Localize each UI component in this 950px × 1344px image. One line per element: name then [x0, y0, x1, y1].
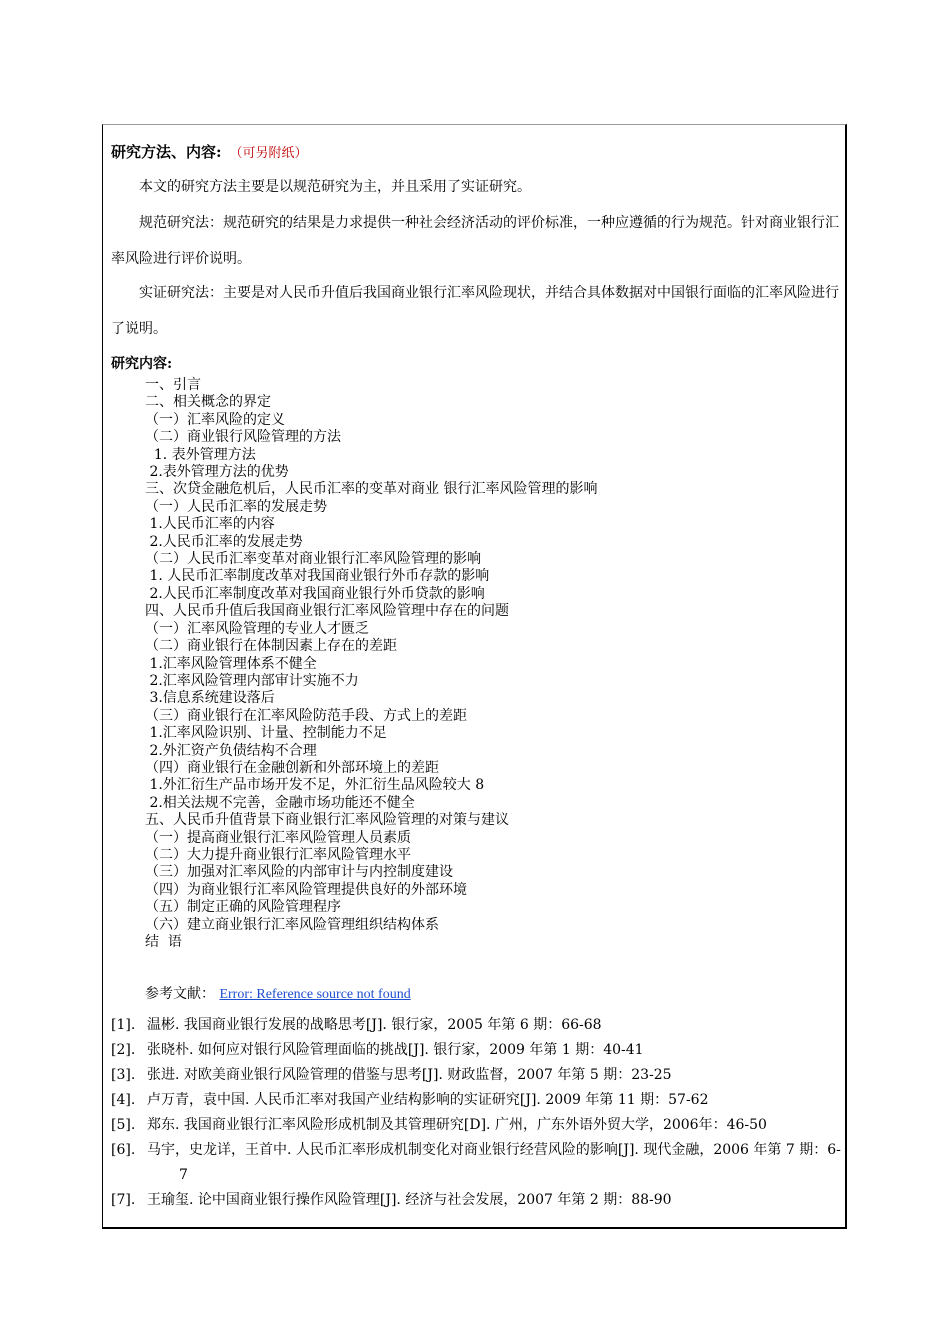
- section-heading: [111, 141, 308, 162]
- outline-item: 1.汇率风险管理体系不健全: [145, 655, 317, 672]
- outline-item: 2.相关法规不完善，金融市场功能还不健全: [145, 794, 415, 811]
- reference-text: 马宇，史龙详，王首中. 人民币汇率形成机制变化对商业银行经营风险的影响[J]. 现代金融，2006 年第 7 期：6-7: [147, 1142, 841, 1183]
- empirical-method-paragraph: 实证研究法：主要是对人民币升值后我国商业银行汇率风险现状，并结合具体数据对中国银行面临的汇率风险进行了说明。: [111, 285, 839, 337]
- reference-item: [111, 1013, 843, 1038]
- outline-item: （五）制定正确的风险管理程序: [145, 899, 341, 916]
- references-link[interactable]: Error: Reference source not found: [219, 987, 411, 1002]
- outline-item: （一）汇率风险管理的专业人才匮乏: [145, 620, 369, 637]
- outline-item: 2.汇率风险管理内部审计实施不力: [145, 672, 359, 689]
- outline-item: 二、相关概念的界定: [145, 394, 271, 411]
- reference-number: [2].: [111, 1042, 136, 1058]
- reference-list: [111, 1013, 843, 1213]
- outline-item: （三）加强对汇率风险的内部审计与内控制度建设: [145, 864, 453, 881]
- reference-text: 温彬. 我国商业银行发展的战略思考[J]. 银行家，2005 年第 6 期：66-68: [147, 1017, 602, 1033]
- outline-item: （四）为商业银行汇率风险管理提供良好的外部环境: [145, 881, 467, 898]
- outline-item: 3.信息系统建设落后: [145, 690, 275, 707]
- outline-item: （二）大力提升商业银行汇率风险管理水平: [145, 846, 411, 863]
- outline-item: 2.表外管理方法的优势: [145, 464, 289, 481]
- reference-item: [111, 1063, 843, 1088]
- content-outline: [145, 377, 597, 951]
- outline-item: （四）商业银行在金融创新和外部环境上的差距: [145, 759, 439, 776]
- outline-item: 结 语: [145, 934, 182, 950]
- reference-number: [1].: [111, 1017, 136, 1033]
- reference-number: [5].: [111, 1117, 136, 1133]
- reference-item: [111, 1138, 843, 1188]
- reference-item: [111, 1113, 843, 1138]
- reference-text: 王瑜玺. 论中国商业银行操作风险管理[J]. 经济与社会发展，2007 年第 2 期：88-90: [147, 1192, 672, 1208]
- reference-item: [111, 1038, 843, 1063]
- outline-item: 2.人民币汇率制度改革对我国商业银行外币贷款的影响: [145, 585, 485, 602]
- section-title: 研究方法、内容:: [111, 143, 222, 161]
- outline-item: 一、引言: [145, 377, 201, 393]
- outline-item: 五、人民币升值背景下商业银行汇率风险管理的对策与建议: [145, 812, 509, 829]
- reference-text: 张进. 对欧美商业银行风险管理的借鉴与思考[J]. 财政监督，2007 年第 5 期：23-25: [147, 1067, 672, 1083]
- references-heading: [145, 983, 411, 1003]
- reference-item: [111, 1188, 843, 1213]
- outline-item: 1.人民币汇率的内容: [145, 516, 275, 533]
- method-intro-paragraph: 本文的研究方法主要是以规范研究为主，并且采用了实证研究。: [139, 179, 531, 195]
- reference-item: [111, 1088, 843, 1113]
- outline-item: 2.人民币汇率的发展走势: [145, 533, 303, 550]
- outline-item: （一）提高商业银行汇率风险管理人员素质: [145, 829, 411, 846]
- content-heading: 研究内容:: [111, 356, 173, 372]
- reference-text: 卢万青，袁中国. 人民币汇率对我国产业结构影响的实证研究[J]. 2009 年第 11 期：57-62: [147, 1092, 709, 1108]
- outline-item: 1.汇率风险识别、计量、控制能力不足: [145, 725, 387, 742]
- reference-number: [3].: [111, 1067, 136, 1083]
- outline-item: 1. 表外管理方法: [145, 446, 256, 463]
- references-label: 参考文献：: [145, 986, 215, 1002]
- outline-item: 1.外汇衍生产品市场开发不足，外汇衍生品风险较大 8: [145, 777, 485, 794]
- outline-item: （二）人民币汇率变革对商业银行汇率风险管理的影响: [145, 551, 481, 568]
- outline-item: （一）人民币汇率的发展走势: [145, 498, 327, 515]
- outline-item: 三、次贷金融危机后，人民币汇率的变革对商业 银行汇率风险管理的影响: [145, 481, 598, 498]
- reference-number: [4].: [111, 1092, 136, 1108]
- outline-item: （六）建立商业银行汇率风险管理组织结构体系: [145, 916, 439, 933]
- outline-item: 2.外汇资产负债结构不合理: [145, 742, 317, 759]
- section-note: （可另附纸）: [229, 146, 308, 161]
- outline-item: 1. 人民币汇率制度改革对我国商业银行外币存款的影响: [145, 568, 490, 585]
- reference-text: 张晓朴. 如何应对银行风险管理面临的挑战[J]. 银行家，2009 年第 1 期：40-41: [147, 1042, 644, 1058]
- outline-item: （二）商业银行在体制因素上存在的差距: [145, 638, 397, 655]
- research-methods-box: [102, 124, 847, 1229]
- normative-method-paragraph: 规范研究法：规范研究的结果是力求提供一种社会经济活动的评价标准，一种应遵循的行为规范。针对商业银行汇率风险进行评价说明。: [111, 215, 839, 267]
- outline-item: （一）汇率风险的定义: [145, 411, 285, 428]
- reference-text: 郑东. 我国商业银行汇率风险形成机制及其管理研究[D]. 广州，广东外语外贸大学，2006年：46-50: [147, 1117, 767, 1133]
- reference-number: [6].: [111, 1142, 136, 1158]
- outline-item: （二）商业银行风险管理的方法: [145, 429, 341, 446]
- outline-item: 四、人民币升值后我国商业银行汇率风险管理中存在的问题: [145, 603, 509, 620]
- reference-number: [7].: [111, 1192, 136, 1208]
- outline-item: （三）商业银行在汇率风险防范手段、方式上的差距: [145, 707, 467, 724]
